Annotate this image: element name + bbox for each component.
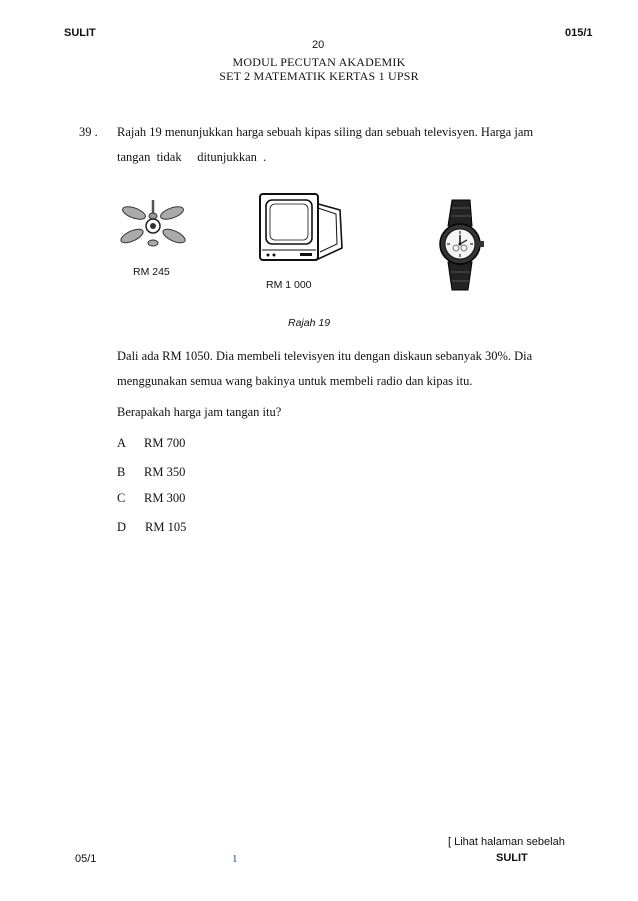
figure-caption: Rajah 19 — [288, 317, 331, 329]
question-paragraph-line1: Dali ada RM 1050. Dia membeli televisyen itu dengan diskaun sebanyak 30%. Dia — [117, 349, 533, 363]
option-letter-d: D — [117, 520, 127, 534]
question-paragraph-line2: menggunakan semua wang bakinya untuk membeli radio dan kipas itu. — [117, 374, 473, 388]
footer-paper-code: 05/1 — [75, 853, 97, 865]
option-value-c: RM 300 — [144, 491, 186, 505]
option-letter-a: A — [117, 436, 127, 450]
question-number: 39 . — [79, 125, 98, 139]
wristwatch-icon — [434, 198, 486, 292]
ceiling-fan-icon — [118, 198, 188, 246]
question-text-line2: tangan tidak ditunjukkan . — [117, 150, 267, 164]
question-text-line1: Rajah 19 menunjukkan harga sebuah kipas siling dan sebuah televisyen. Harga jam — [117, 125, 534, 139]
option-letter-c: C — [117, 491, 126, 505]
option-letter-b: B — [117, 465, 126, 479]
document-subtitle: SET 2 MATEMATIK KERTAS 1 UPSR — [219, 69, 419, 83]
document-title: MODUL PECUTAN AKADEMIK — [232, 55, 406, 69]
header-paper-code: 015/1 — [565, 27, 593, 39]
tv-price-label: RM 1 000 — [266, 279, 312, 291]
option-value-b: RM 350 — [144, 465, 186, 479]
option-value-d: RM 105 — [145, 520, 187, 534]
question-prompt: Berapakah harga jam tangan itu? — [117, 405, 282, 419]
header-sulit-label: SULIT — [64, 27, 96, 39]
fan-price-label: RM 245 — [133, 266, 170, 278]
page-number: 20 — [312, 39, 325, 51]
footer-sheet-number: 1 — [232, 853, 238, 865]
television-icon — [256, 190, 346, 268]
footer-next-page-note: [ Lihat halaman sebelah — [448, 836, 565, 848]
option-value-a: RM 700 — [144, 436, 186, 450]
footer-sulit-label: SULIT — [496, 852, 528, 864]
